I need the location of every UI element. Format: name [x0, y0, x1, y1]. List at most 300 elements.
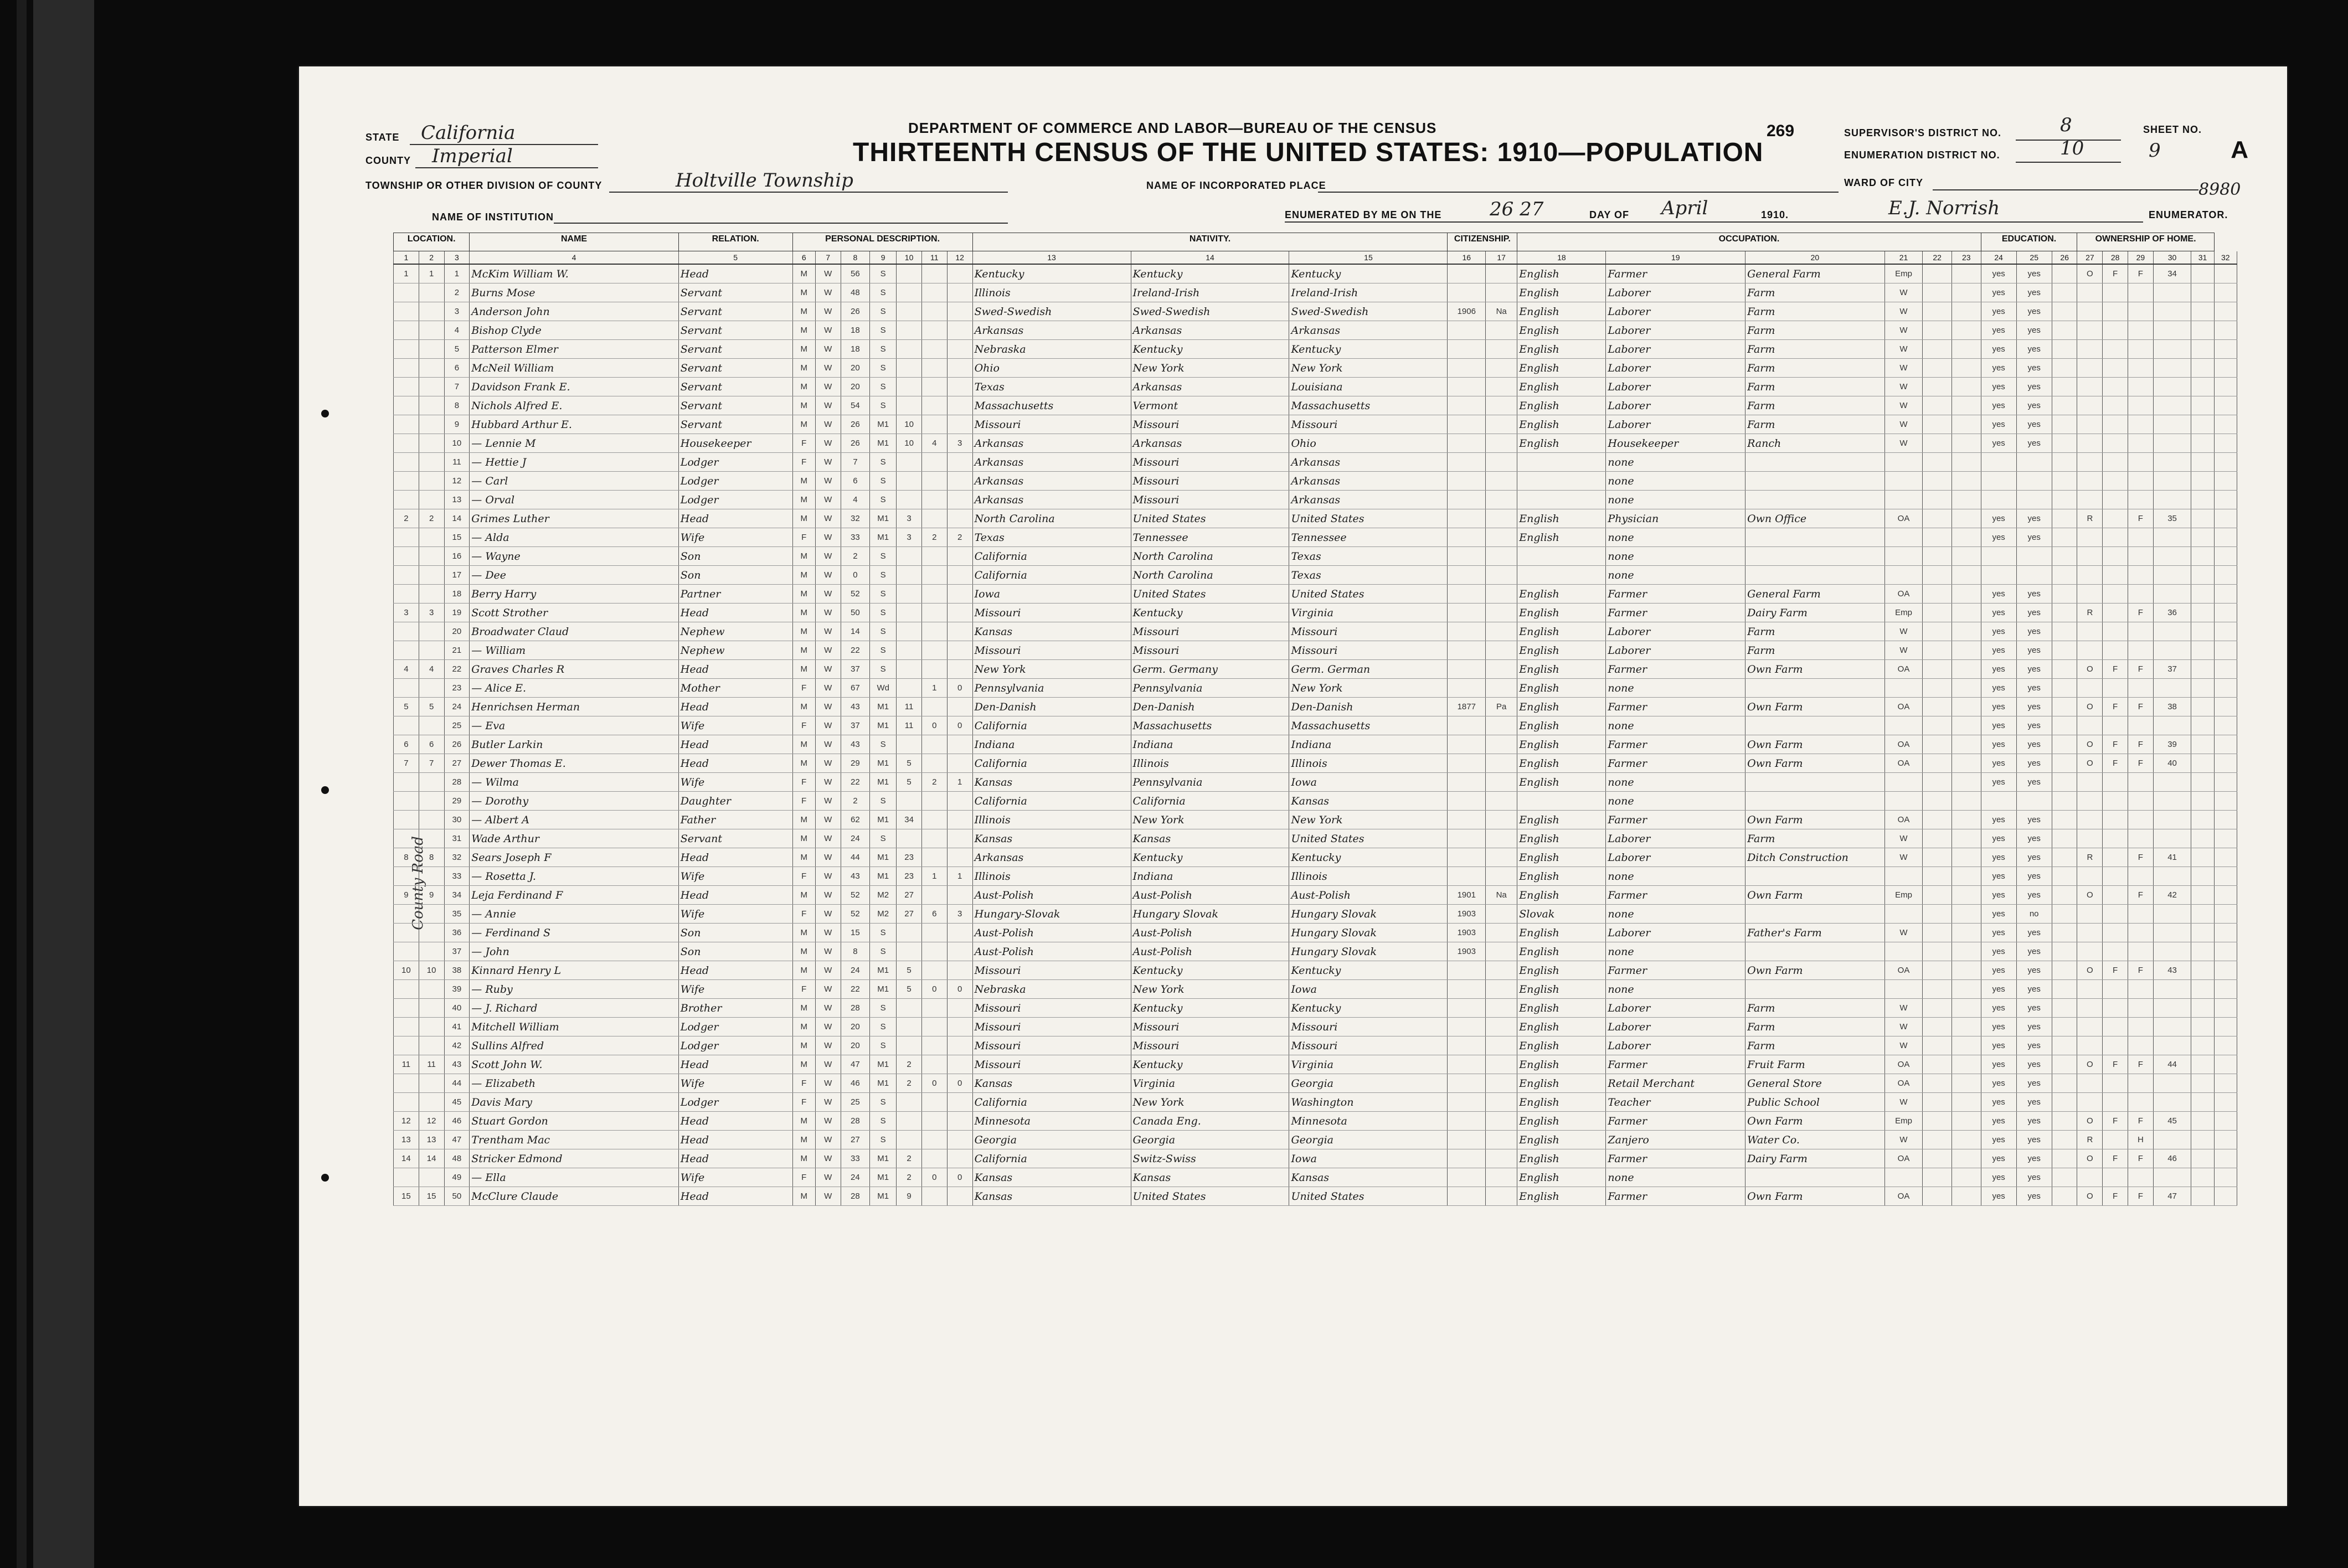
farm-schedule: 44: [2153, 1055, 2191, 1074]
column-number: 5: [678, 251, 792, 265]
marital-status: S: [870, 472, 897, 491]
free-or-mortgaged: [2103, 528, 2128, 547]
group-citizenship: CITIZENSHIP.: [1448, 233, 1517, 251]
farm-or-house: [2128, 528, 2153, 547]
blank-cell: [2191, 848, 2214, 867]
immigration-year: [1448, 378, 1486, 396]
father-birthplace: Missouri: [1131, 453, 1289, 472]
dwelling-number: [394, 641, 419, 660]
industry: Ranch: [1745, 434, 1885, 453]
years-married: [897, 547, 922, 566]
years-married: [897, 585, 922, 604]
sex: F: [792, 773, 815, 792]
dwelling-number: 7: [394, 754, 419, 773]
blank-cell: [2191, 1131, 2214, 1149]
sex: M: [792, 547, 815, 566]
relation: Head: [678, 1055, 792, 1074]
employer-status: [1884, 472, 1923, 491]
farm-schedule: [2153, 415, 2191, 434]
naturalization: [1486, 924, 1517, 942]
marital-status: S: [870, 340, 897, 359]
children-born: [921, 886, 947, 905]
industry: Own Farm: [1745, 698, 1885, 716]
farm-or-house: [2128, 302, 2153, 321]
blank-cell: [2191, 1018, 2214, 1036]
owned-or-rented: O: [2077, 961, 2103, 980]
mother-birthplace: Arkansas: [1289, 321, 1448, 340]
language: [1517, 472, 1606, 491]
language: English: [1517, 604, 1606, 622]
employer-status: Emp: [1884, 1112, 1923, 1131]
farm-schedule: [2153, 792, 2191, 811]
birthplace: Missouri: [972, 999, 1131, 1018]
blank-cell: [2191, 999, 2214, 1018]
free-or-mortgaged: [2103, 547, 2128, 566]
farm-schedule: [2153, 472, 2191, 491]
father-birthplace: New York: [1131, 359, 1289, 378]
binding-strip: [33, 0, 94, 1568]
years-married: 34: [897, 811, 922, 829]
relation: Head: [678, 848, 792, 867]
line-number: 34: [444, 886, 470, 905]
sex: M: [792, 396, 815, 415]
children-living: 0: [947, 980, 972, 999]
line-number: 25: [444, 716, 470, 735]
employer-status: [1884, 867, 1923, 886]
age: 20: [841, 359, 870, 378]
age: 28: [841, 999, 870, 1018]
blank-cell: [2191, 924, 2214, 942]
free-or-mortgaged: [2103, 1131, 2128, 1149]
census-row: [394, 698, 2237, 716]
sex: M: [792, 472, 815, 491]
sex: M: [792, 848, 815, 867]
father-birthplace: Missouri: [1131, 415, 1289, 434]
industry: [1745, 792, 1885, 811]
mother-birthplace: Massachusetts: [1289, 396, 1448, 415]
owned-or-rented: [2077, 942, 2103, 961]
blank-cell: [2052, 396, 2077, 415]
census-row: [394, 1093, 2237, 1112]
mother-birthplace: Iowa: [1289, 980, 1448, 999]
blank-cell: [2214, 961, 2237, 980]
sex: M: [792, 1112, 815, 1131]
age: 18: [841, 340, 870, 359]
column-number: 8: [841, 251, 870, 265]
age: 52: [841, 886, 870, 905]
blank-cell: [1923, 434, 1952, 453]
years-married: 23: [897, 848, 922, 867]
children-born: 1: [921, 867, 947, 886]
blank-cell: [2191, 340, 2214, 359]
children-born: [921, 660, 947, 679]
age: 50: [841, 604, 870, 622]
blank-cell: [1923, 999, 1952, 1018]
can-read: yes: [1981, 811, 2016, 829]
marital-status: M1: [870, 811, 897, 829]
language: English: [1517, 980, 1606, 999]
marital-status: M1: [870, 1149, 897, 1168]
blank-cell: [2191, 980, 2214, 999]
farm-or-house: [2128, 585, 2153, 604]
age: 29: [841, 754, 870, 773]
farm-or-house: [2128, 321, 2153, 340]
industry: Farm: [1745, 359, 1885, 378]
children-born: 0: [921, 1168, 947, 1187]
relation: Son: [678, 566, 792, 585]
sex: F: [792, 453, 815, 472]
sex: M: [792, 264, 815, 283]
years-married: [897, 924, 922, 942]
trade: Farmer: [1606, 1149, 1745, 1168]
farm-schedule: 40: [2153, 754, 2191, 773]
years-married: [897, 1131, 922, 1149]
blank-cell: [1923, 716, 1952, 735]
children-living: [947, 1093, 972, 1112]
column-number: 21: [1884, 251, 1923, 265]
can-write: yes: [2016, 716, 2052, 735]
mother-birthplace: New York: [1289, 679, 1448, 698]
age: 56: [841, 264, 870, 283]
years-married: 5: [897, 961, 922, 980]
immigration-year: [1448, 585, 1486, 604]
trade: Laborer: [1606, 359, 1745, 378]
naturalization: [1486, 660, 1517, 679]
blank-cell: [2052, 1074, 2077, 1093]
line-number: 21: [444, 641, 470, 660]
years-married: [897, 340, 922, 359]
industry: Farm: [1745, 396, 1885, 415]
can-write: yes: [2016, 961, 2052, 980]
language: English: [1517, 434, 1606, 453]
dwelling-number: [394, 999, 419, 1018]
can-read: yes: [1981, 340, 2016, 359]
farm-or-house: [2128, 622, 2153, 641]
can-read: yes: [1981, 434, 2016, 453]
blank-cell: [1951, 1093, 1981, 1112]
column-number: 4: [470, 251, 678, 265]
industry: [1745, 491, 1885, 509]
sex: M: [792, 415, 815, 434]
years-married: 3: [897, 528, 922, 547]
children-born: [921, 264, 947, 283]
farm-schedule: [2153, 321, 2191, 340]
column-number: 1: [394, 251, 419, 265]
blank-cell: [1951, 415, 1981, 434]
trade: Laborer: [1606, 1018, 1745, 1036]
enumeration-district-value: 10: [2060, 137, 2084, 159]
years-married: [897, 1093, 922, 1112]
race: W: [815, 528, 841, 547]
blank-cell: [2191, 547, 2214, 566]
person-name: — Lennie M: [470, 434, 678, 453]
person-name: Dewer Thomas E.: [470, 754, 678, 773]
sex: F: [792, 1074, 815, 1093]
birthplace: Georgia: [972, 1131, 1131, 1149]
children-living: [947, 961, 972, 980]
sheet-header: [299, 66, 2287, 227]
sex: F: [792, 528, 815, 547]
relation: Servant: [678, 340, 792, 359]
blank-cell: [2214, 604, 2237, 622]
language: English: [1517, 415, 1606, 434]
employer-status: W: [1884, 378, 1923, 396]
birthplace: Missouri: [972, 604, 1131, 622]
marital-status: S: [870, 999, 897, 1018]
line-number: 4: [444, 321, 470, 340]
farm-schedule: [2153, 1168, 2191, 1187]
farm-schedule: 37: [2153, 660, 2191, 679]
relation: Servant: [678, 829, 792, 848]
blank-cell: [2214, 829, 2237, 848]
race: W: [815, 378, 841, 396]
can-write: yes: [2016, 434, 2052, 453]
age: 22: [841, 641, 870, 660]
owned-or-rented: [2077, 867, 2103, 886]
age: 52: [841, 585, 870, 604]
family-number: 10: [419, 961, 444, 980]
owned-or-rented: [2077, 566, 2103, 585]
blank-cell: [1923, 604, 1952, 622]
employer-status: [1884, 980, 1923, 999]
census-sheet: [299, 66, 2287, 1506]
father-birthplace: United States: [1131, 585, 1289, 604]
birthplace: Indiana: [972, 735, 1131, 754]
industry: Dairy Farm: [1745, 1149, 1885, 1168]
can-read: [1981, 792, 2016, 811]
children-born: [921, 396, 947, 415]
mother-birthplace: Hungary Slovak: [1289, 924, 1448, 942]
owned-or-rented: O: [2077, 698, 2103, 716]
blank-cell: [1951, 886, 1981, 905]
children-living: 0: [947, 679, 972, 698]
years-married: [897, 359, 922, 378]
can-read: yes: [1981, 942, 2016, 961]
relation: Head: [678, 264, 792, 283]
can-read: yes: [1981, 283, 2016, 302]
father-birthplace: Missouri: [1131, 641, 1289, 660]
immigration-year: [1448, 1168, 1486, 1187]
trade: Laborer: [1606, 415, 1745, 434]
marital-status: S: [870, 792, 897, 811]
blank-cell: [1923, 980, 1952, 999]
employer-status: [1884, 1168, 1923, 1187]
race: W: [815, 1149, 841, 1168]
marital-status: M1: [870, 1168, 897, 1187]
can-write: yes: [2016, 622, 2052, 641]
column-number: 19: [1606, 251, 1745, 265]
sheet-side: A: [2231, 136, 2248, 163]
children-born: [921, 811, 947, 829]
race: W: [815, 1112, 841, 1131]
race: W: [815, 905, 841, 924]
free-or-mortgaged: [2103, 773, 2128, 792]
farm-or-house: F: [2128, 1055, 2153, 1074]
farm-or-house: [2128, 340, 2153, 359]
column-number: 17: [1486, 251, 1517, 265]
can-write: yes: [2016, 264, 2052, 283]
marital-status: S: [870, 942, 897, 961]
employer-status: [1884, 716, 1923, 735]
census-row: [394, 924, 2237, 942]
immigration-year: [1448, 566, 1486, 585]
blank-cell: [2214, 528, 2237, 547]
years-married: [897, 264, 922, 283]
mother-birthplace: New York: [1289, 359, 1448, 378]
blank-cell: [2214, 434, 2237, 453]
marital-status: S: [870, 491, 897, 509]
race: W: [815, 604, 841, 622]
can-write: [2016, 472, 2052, 491]
trade: Laborer: [1606, 829, 1745, 848]
department-heading: DEPARTMENT OF COMMERCE AND LABOR—BUREAU OF THE CENSUS: [908, 120, 1437, 136]
farm-schedule: [2153, 302, 2191, 321]
race: W: [815, 321, 841, 340]
blank-cell: [2214, 1093, 2237, 1112]
naturalization: [1486, 622, 1517, 641]
blank-cell: [2191, 905, 2214, 924]
naturalization: [1486, 396, 1517, 415]
years-married: 3: [897, 509, 922, 528]
family-number: [419, 1074, 444, 1093]
column-number-row: [394, 251, 2237, 265]
state-value: California: [421, 122, 516, 144]
owned-or-rented: [2077, 585, 2103, 604]
marital-status: M1: [870, 415, 897, 434]
column-number: 27: [2077, 251, 2103, 265]
can-read: yes: [1981, 604, 2016, 622]
birthplace: Kansas: [972, 829, 1131, 848]
census-row: [394, 472, 2237, 491]
language: English: [1517, 716, 1606, 735]
farm-or-house: F: [2128, 660, 2153, 679]
blank-cell: [1923, 867, 1952, 886]
free-or-mortgaged: [2103, 792, 2128, 811]
birthplace: Nebraska: [972, 980, 1131, 999]
naturalization: [1486, 961, 1517, 980]
children-born: [921, 829, 947, 848]
marital-status: S: [870, 453, 897, 472]
farm-or-house: F: [2128, 1112, 2153, 1131]
can-write: yes: [2016, 1112, 2052, 1131]
free-or-mortgaged: [2103, 980, 2128, 999]
sex: M: [792, 735, 815, 754]
industry: General Store: [1745, 1074, 1885, 1093]
owned-or-rented: R: [2077, 604, 2103, 622]
trade: none: [1606, 792, 1745, 811]
owned-or-rented: [2077, 773, 2103, 792]
race: W: [815, 754, 841, 773]
line-number: 14: [444, 509, 470, 528]
father-birthplace: Tennessee: [1131, 528, 1289, 547]
employer-status: W: [1884, 415, 1923, 434]
marital-status: M1: [870, 509, 897, 528]
blank-cell: [1951, 604, 1981, 622]
owned-or-rented: [2077, 1168, 2103, 1187]
farm-schedule: [2153, 641, 2191, 660]
marital-status: M1: [870, 1187, 897, 1206]
father-birthplace: Missouri: [1131, 622, 1289, 641]
age: 37: [841, 716, 870, 735]
can-write: yes: [2016, 641, 2052, 660]
farm-or-house: F: [2128, 886, 2153, 905]
race: W: [815, 1036, 841, 1055]
blank-cell: [2214, 1149, 2237, 1168]
trade: Laborer: [1606, 1036, 1745, 1055]
father-birthplace: New York: [1131, 1093, 1289, 1112]
free-or-mortgaged: [2103, 1168, 2128, 1187]
blank-cell: [2214, 1187, 2237, 1206]
language: English: [1517, 321, 1606, 340]
blank-cell: [2191, 660, 2214, 679]
father-birthplace: Arkansas: [1131, 378, 1289, 396]
blank-cell: [2052, 604, 2077, 622]
children-born: [921, 1036, 947, 1055]
mother-birthplace: Iowa: [1289, 1149, 1448, 1168]
blank-cell: [1951, 359, 1981, 378]
farm-or-house: F: [2128, 848, 2153, 867]
blank-cell: [1951, 283, 1981, 302]
children-born: 2: [921, 528, 947, 547]
mother-birthplace: United States: [1289, 829, 1448, 848]
naturalization: [1486, 811, 1517, 829]
blank-cell: [1923, 754, 1952, 773]
family-number: [419, 867, 444, 886]
mother-birthplace: Georgia: [1289, 1074, 1448, 1093]
race: W: [815, 415, 841, 434]
free-or-mortgaged: F: [2103, 1112, 2128, 1131]
person-name: — Wayne: [470, 547, 678, 566]
blank-cell: [1923, 302, 1952, 321]
children-living: 3: [947, 434, 972, 453]
blank-cell: [2052, 811, 2077, 829]
age: 20: [841, 378, 870, 396]
owned-or-rented: [2077, 905, 2103, 924]
industry: Farm: [1745, 283, 1885, 302]
farm-or-house: [2128, 472, 2153, 491]
blank-cell: [2191, 283, 2214, 302]
children-born: [921, 961, 947, 980]
can-write: yes: [2016, 340, 2052, 359]
person-name: — Ella: [470, 1168, 678, 1187]
race: W: [815, 698, 841, 716]
age: 26: [841, 434, 870, 453]
age: 33: [841, 528, 870, 547]
column-number: 9: [870, 251, 897, 265]
industry: General Farm: [1745, 264, 1885, 283]
relation: Wife: [678, 905, 792, 924]
census-row: [394, 716, 2237, 735]
language: Slovak: [1517, 905, 1606, 924]
blank-cell: [2214, 264, 2237, 283]
immigration-year: [1448, 491, 1486, 509]
blank-cell: [2191, 942, 2214, 961]
blank-cell: [2052, 1168, 2077, 1187]
mother-birthplace: Iowa: [1289, 773, 1448, 792]
language: English: [1517, 811, 1606, 829]
years-married: [897, 660, 922, 679]
blank-cell: [2214, 359, 2237, 378]
mother-birthplace: Germ. German: [1289, 660, 1448, 679]
blank-cell: [2052, 848, 2077, 867]
dwelling-number: [394, 302, 419, 321]
mother-birthplace: United States: [1289, 509, 1448, 528]
children-living: 1: [947, 773, 972, 792]
industry: Own Farm: [1745, 961, 1885, 980]
sex: F: [792, 1093, 815, 1112]
owned-or-rented: [2077, 415, 2103, 434]
language: English: [1517, 679, 1606, 698]
